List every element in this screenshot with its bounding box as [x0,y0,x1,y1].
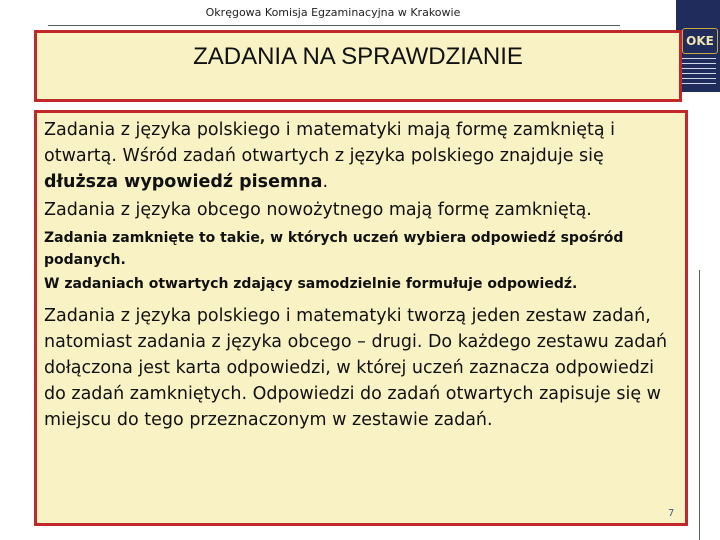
header-divider [48,25,620,26]
slide-content [44,117,679,433]
paragraph-forms-foreign-language: Zadania z języka obcego nowożytnego mają formę zamkniętą. [44,200,592,220]
logo-mark: OKE [682,28,718,54]
page-number: 7 [668,508,675,519]
p1-text-a: Zadania z języka polskiego i matematyki mają formę zamkniętą i otwartą. [44,120,615,166]
side-accent-line [699,270,700,540]
p1-text-b: Wśród zadań otwartych z języka polskiego znajduje się [116,146,604,166]
logo-emblem-lines [682,58,716,84]
slide-title: ZADANIA NA SPRAWDZIANIE [193,43,523,70]
title-box [34,30,682,102]
p1-text-end: . [322,172,329,192]
paragraph-task-sets: Zadania z języka polskiego i matematyki tworzą jeden zestaw zadań, natomiast zadania z języka obcego – drugi. Do każdego zestawu zadań dołączona jest karta odpowiedzi, w której uczeń zaznacza odpowiedzi do zadań zamkniętych. Odpowiedzi do zadań otwartych zapisuje się w miejscu do tego przeznaczonym w zestawie zadań. [44,306,668,430]
oke-logo [676,0,720,92]
paragraph-closed-tasks: Zadania zamknięte to takie, w których uczeń wybiera odpowiedź spośród podanych. [44,230,624,268]
paragraph-open-tasks: W zadaniach otwartych zdający samodzielnie formułuje odpowiedź. [44,276,578,292]
paragraph-forms-polish-math [44,117,679,195]
header-organization: Okręgowa Komisja Egzaminacyjna w Krakowie [205,6,461,19]
content-box [34,110,688,526]
p1-bold-text: dłuższa wypowiedź pisemna [44,172,323,192]
